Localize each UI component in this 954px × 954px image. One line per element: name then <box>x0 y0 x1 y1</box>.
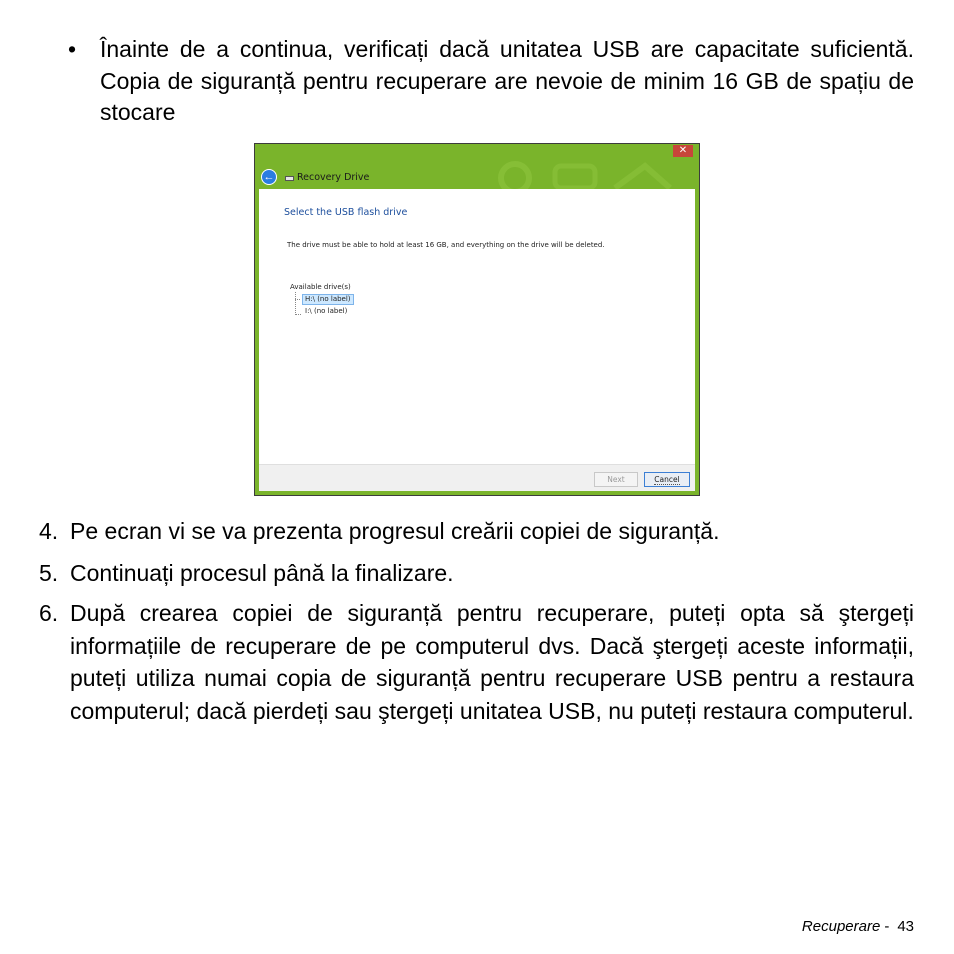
step-number: 4. <box>39 518 59 544</box>
step-text: După crearea copiei de siguranță pentru recuperare, puteți opta să ştergeți informațiile de recuperare de pe computerul dvs. Dacă ştergeți aceste informații, puteți utiliza numai copia de siguranță pentru recuperare USB pentru a restaura computerul; dacă pierdeți sau ştergeți unitatea USB, nu puteți restaura computerul. <box>70 600 914 724</box>
bullet-text: Înainte de a continua, verificați dacă unitatea USB are capacitate suficientă. Copia de siguranță pentru recuperare are nevoie de minim 16 GB de spațiu de stocare <box>100 36 914 125</box>
close-icon[interactable]: ✕ <box>673 145 693 157</box>
window-title: Recovery Drive <box>297 172 370 183</box>
cancel-button-label: Cancel <box>654 475 680 484</box>
drive-item-i[interactable]: I:\ (no label) <box>305 307 348 315</box>
window-titlebar <box>255 144 699 157</box>
step-text: Pe ecran vi se va prezenta progresul creării copiei de siguranță. <box>70 518 720 544</box>
step-number: 6. <box>39 600 59 626</box>
recovery-drive-screenshot <box>254 143 700 496</box>
dialog-description: The drive must be able to hold at least 16 GB, and everything on the drive will be deleted. <box>287 241 605 249</box>
step-number: 5. <box>39 560 59 586</box>
next-button[interactable]: Next <box>594 472 638 487</box>
footer-section: Recuperare <box>801 918 881 935</box>
page-footer <box>802 918 914 935</box>
available-drives-label: Available drive(s) <box>290 283 351 291</box>
cancel-button[interactable] <box>644 472 690 487</box>
dialog-heading: Select the USB flash drive <box>284 207 408 218</box>
dialog-content <box>259 189 695 464</box>
step-text: Continuați procesul până la finalizare. <box>70 560 454 586</box>
back-arrow-icon[interactable]: ← <box>261 169 277 185</box>
page-number: 43 <box>897 918 914 935</box>
tree-connector <box>295 299 300 300</box>
usb-drive-icon <box>285 176 294 181</box>
tree-connector <box>295 292 301 315</box>
drive-item-h[interactable]: H:\ (no label) <box>302 294 354 305</box>
dialog-footer <box>259 464 695 491</box>
bullet-mark: • <box>68 36 77 62</box>
footer-separator: - <box>884 918 890 935</box>
